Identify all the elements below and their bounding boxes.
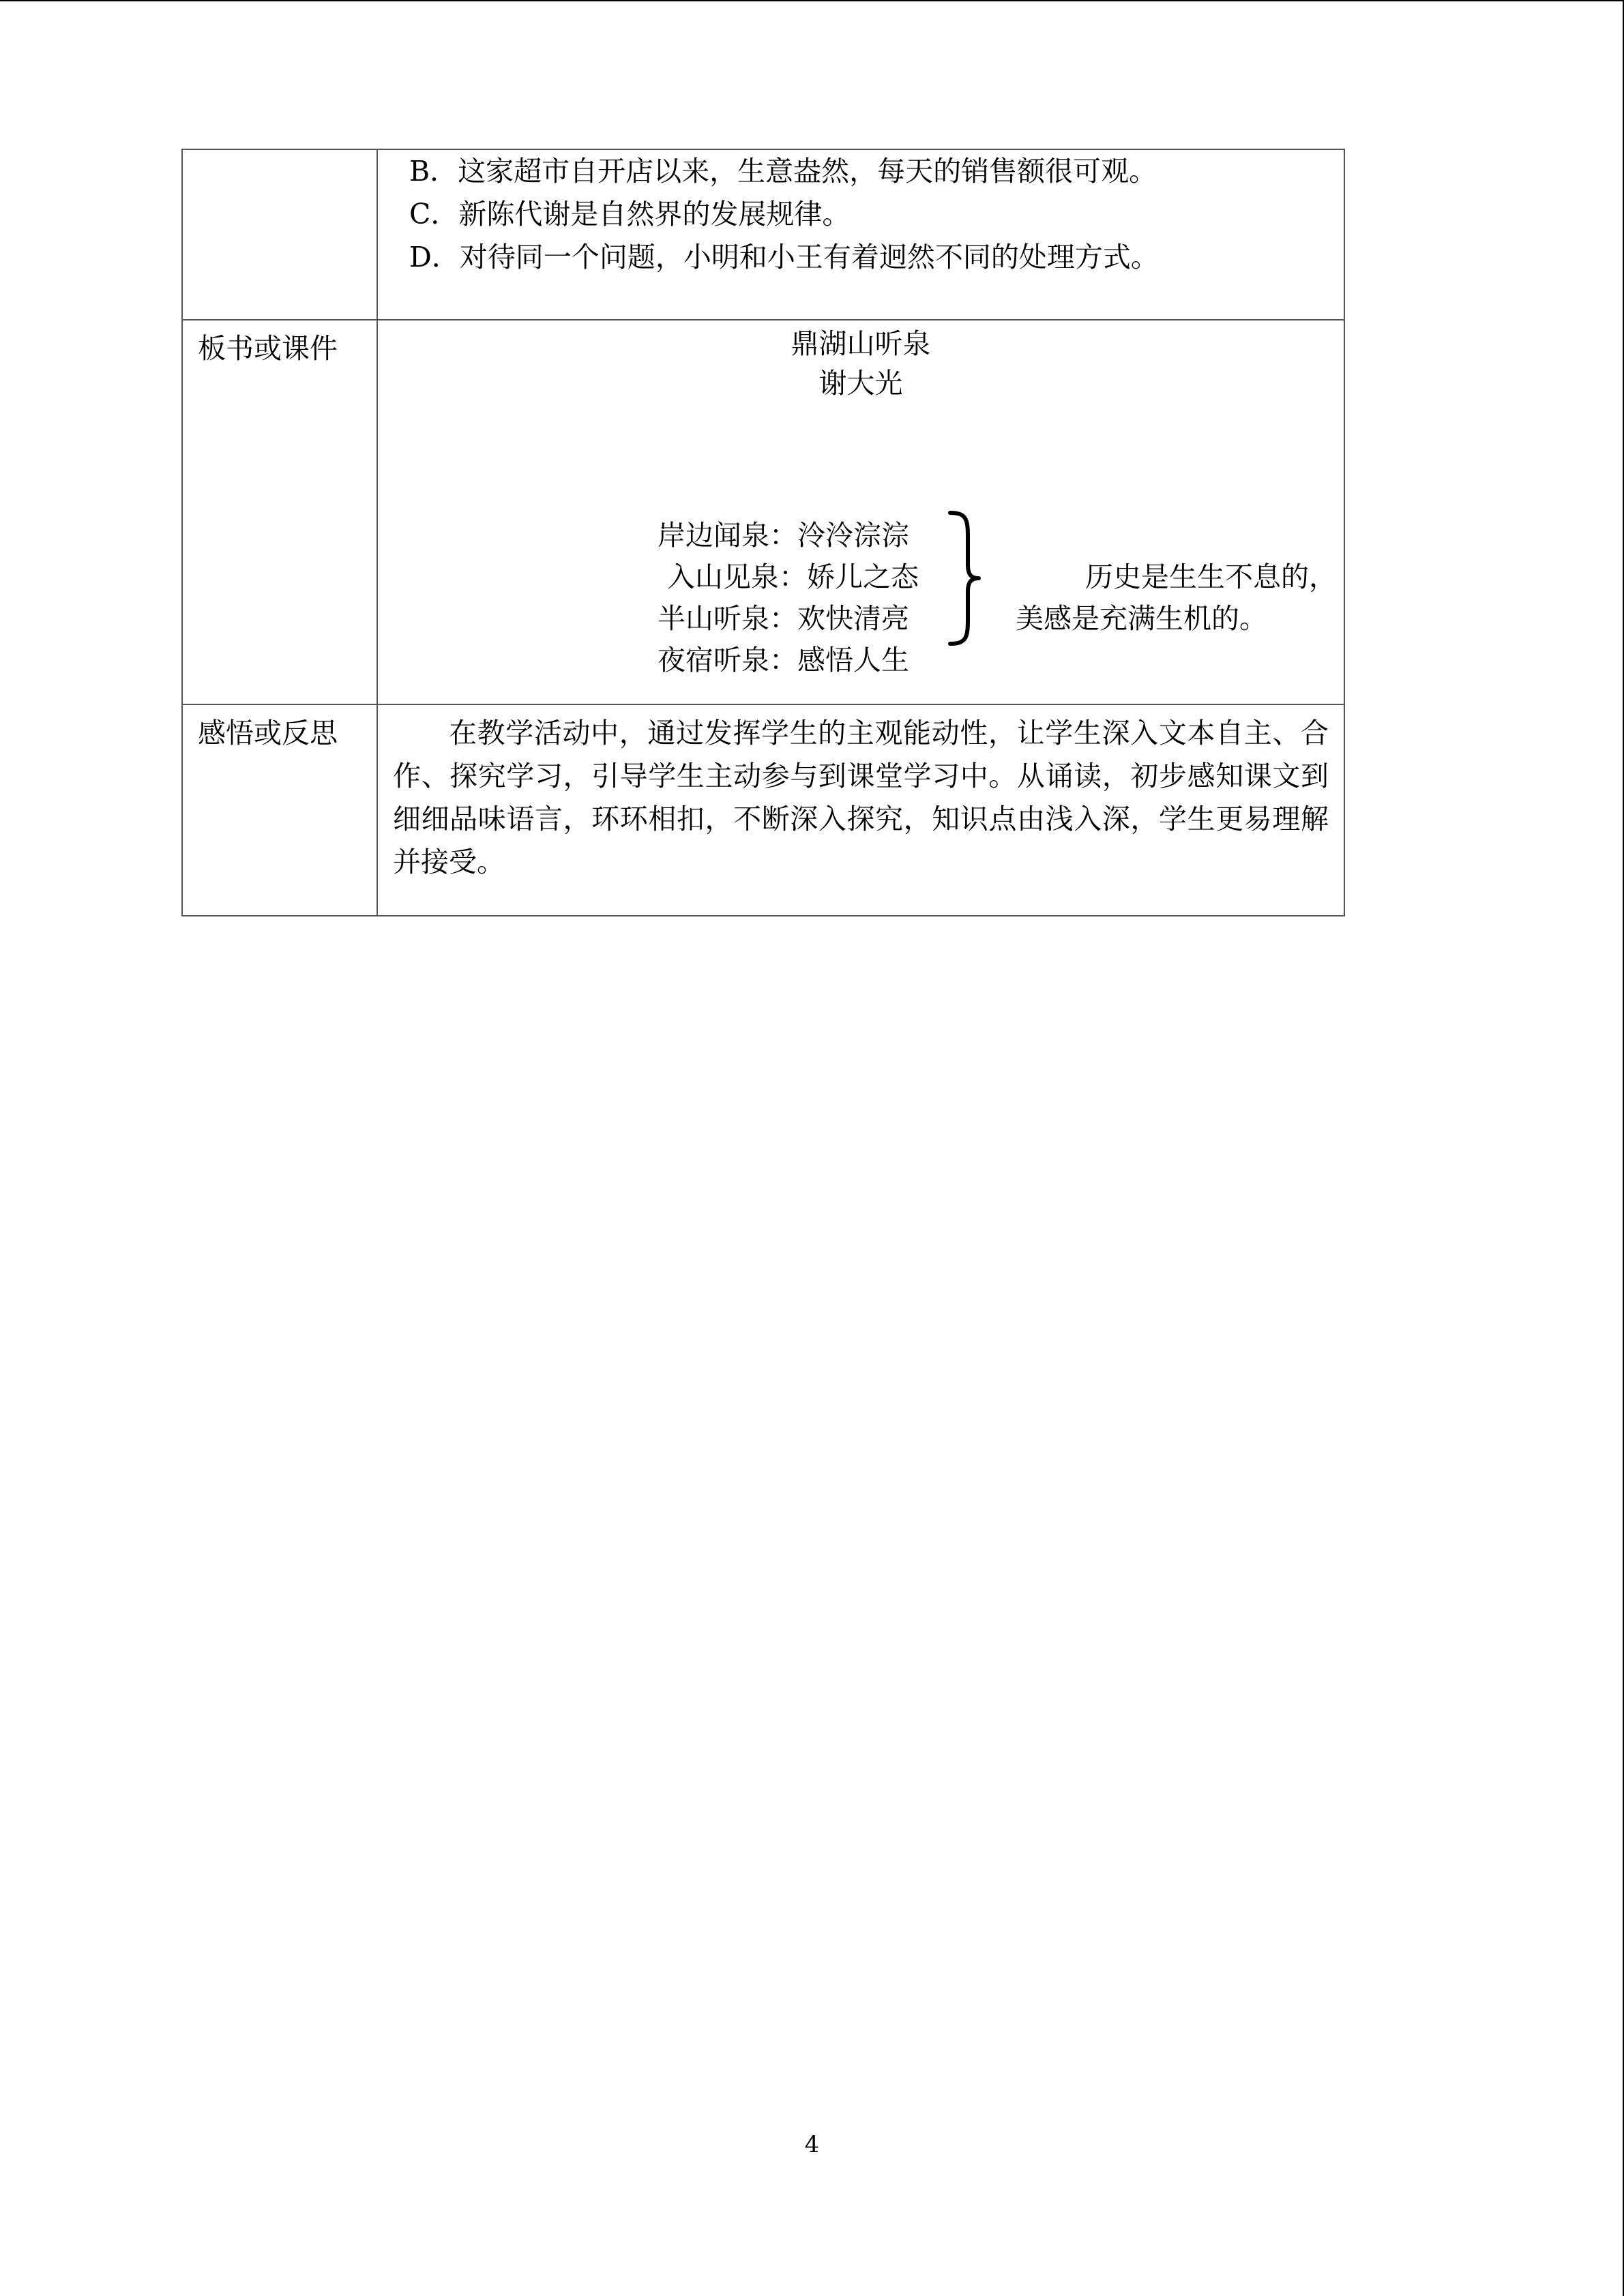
option-c: C．新陈代谢是自然界的发展规律。 xyxy=(409,198,851,230)
question-row xyxy=(182,149,1344,320)
conclusion-line-1: 历史是生生不息的， xyxy=(1085,561,1337,593)
board-row xyxy=(182,320,1344,704)
reflection-cell xyxy=(377,704,1344,916)
board-cell xyxy=(377,320,1344,704)
conclusion-line-2: 美感是充满生机的。 xyxy=(1016,602,1267,635)
page-number: 4 xyxy=(804,2131,820,2158)
board-author: 谢大光 xyxy=(818,367,903,400)
reflection-row xyxy=(182,704,1344,916)
board-item-night: 夜宿听泉：感悟人生 xyxy=(658,644,909,676)
board-label: 板书或课件 xyxy=(182,320,377,704)
board-content xyxy=(378,320,1344,704)
question-label-cell xyxy=(182,149,377,320)
page-top-border xyxy=(0,0,1624,1)
reflection-text: 在教学活动中，通过发挥学生的主观能动性，让学生深入文本自主、合作、探究学习，引导学生主动参与到课堂学习中。从诵读，初步感知课文到细细品味语言，环环相扣，不断深入探究，知识点由浅入深，学生更易理解并接受。 xyxy=(393,717,1329,878)
curly-brace-icon xyxy=(947,510,981,646)
option-b: B．这家超市自开店以来，生意盎然，每天的销售额很可观。 xyxy=(409,155,1157,188)
board-item-mountain: 入山见泉：娇儿之态 xyxy=(667,561,919,593)
board-item-halfway: 半山听泉：欢快清亮 xyxy=(658,602,909,635)
board-item-shore: 岸边闻泉：泠泠淙淙 xyxy=(658,519,909,552)
option-d: D．对待同一个问题，小明和小王有着迥然不同的处理方式。 xyxy=(409,241,1159,273)
lesson-plan-table xyxy=(181,149,1345,916)
question-options-cell xyxy=(377,149,1344,320)
reflection-label: 感悟或反思 xyxy=(182,704,377,916)
board-title: 鼎湖山听泉 xyxy=(791,327,931,360)
